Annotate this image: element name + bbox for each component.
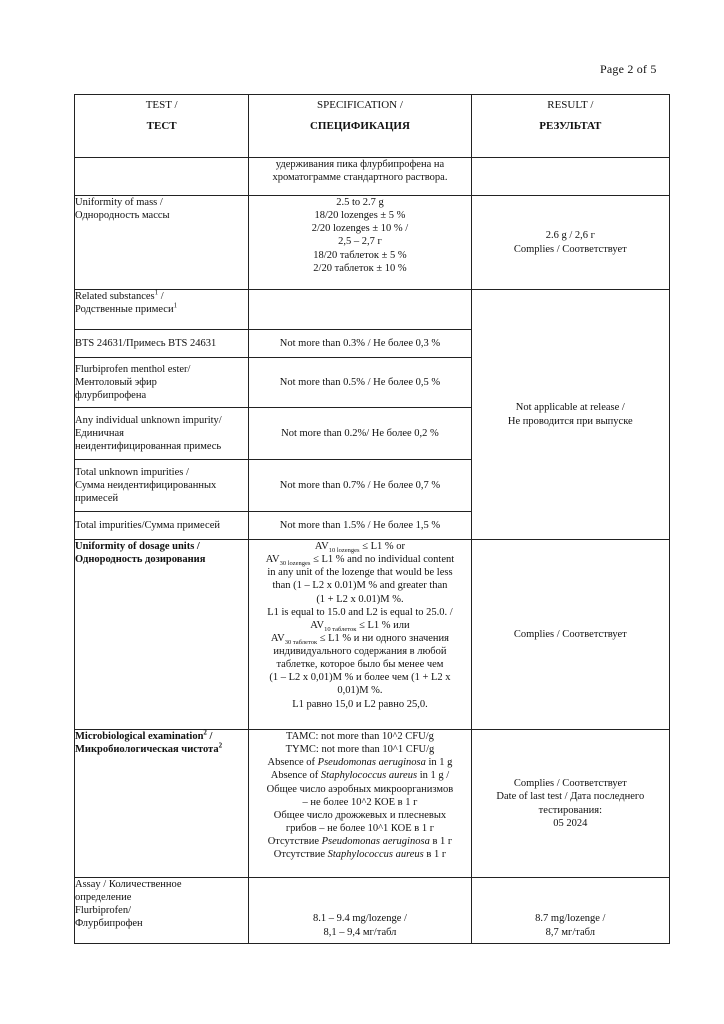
related-item-spec: Not more than 1.5% / Не более 1,5 % <box>249 512 471 540</box>
continuation-spec: удерживания пика флурбипрофена на хроматограмме стандартного раствора. <box>249 158 471 196</box>
mass-test: Uniformity of mass / Однородность массы <box>75 196 249 290</box>
mass-spec: 2.5 to 2.7 g 18/20 lozenges ± 5 % 2/20 lozenges ± 10 % / 2,5 – 2,7 г 18/20 таблеток ± 5 % 2/20 таблеток ± 10 % <box>249 196 471 290</box>
header-specification: SPECIFICATION / СПЕЦИФИКАЦИЯ <box>249 95 471 158</box>
dosage-test: Uniformity of dosage units / Однородность дозирования <box>75 540 249 730</box>
related-test: Related substances$^1$ / Родственные примеси$^1$ <box>75 290 249 330</box>
dosage-result: Complies / Соответствует <box>471 540 669 730</box>
related-item-test: Flurbiprofen menthol ester/ Ментоловый эфир флурбипрофена <box>75 358 249 408</box>
table-row-continuation <box>75 158 670 196</box>
micro-test: Microbiological examination$^2$ / Микробиологическая чистота$^2$ <box>75 730 249 878</box>
related-item-spec: Not more than 0.2%/ Не более 0,2 % <box>249 408 471 460</box>
page-number: Page 2 of 5 <box>600 62 657 76</box>
related-item-spec: Not more than 0.5% / Не более 0,5 % <box>249 358 471 408</box>
table-row-microbiological <box>75 730 670 878</box>
assay-test: Assay / Количественное определение Flurbiprofen/ Флурбипрофен <box>75 878 249 944</box>
dosage-spec: $AV_{10 lozenges} \le L1$ % or $AV_{30 lozenges} \le L1$ % and no individual content in any unit of the lozenge that would be less than (1 – L2 x 0.01)M % and greater than (1 + L2 x 0.01)M %. L1 is equal to 15.0 and L2 is equal to 25.0. / $AV_{10 таблеток} \le L1$ % или $AV_{30 таблеток} \le L1$ % и ни одного значения индивидуального содержания в любой таблетке, которое было бы менее чем (1 – L2 x 0,01)M % и более чем (1 + L2 x 0,01)M %. L1 равно 15,0 и L2 равно 25,0. <box>249 540 471 730</box>
related-item-test: Total unknown impurities / Сумма неидентифицированных примесей <box>75 460 249 512</box>
header-result: RESULT / РЕЗУЛЬТАТ <box>471 95 669 158</box>
related-item-spec: Not more than 0.7% / Не более 0,7 % <box>249 460 471 512</box>
header-test: TEST / ТЕСТ <box>75 95 249 158</box>
table-row-uniformity-of-dosage <box>75 540 670 730</box>
table-row-assay <box>75 878 670 944</box>
table-row-uniformity-of-mass <box>75 196 670 290</box>
micro-result: Complies / Соответствует Date of last test / Дата последнего тестирования: 05 2024 <box>471 730 669 878</box>
mass-result: 2.6 g / 2,6 г Complies / Соответствует <box>471 196 669 290</box>
related-item-test: Any individual unknown impurity/ Единичная неидентифицированная примесь <box>75 408 249 460</box>
table-row-related-substances <box>75 290 670 330</box>
table-header-row <box>75 95 670 158</box>
assay-result: 8.7 mg/lozenge / 8,7 мг/табл <box>471 878 669 944</box>
related-item-test: BTS 24631/Примесь BTS 24631 <box>75 330 249 358</box>
micro-spec: TAMC: not more than 10^2 CFU/g TYMC: not more than 10^1 CFU/g Absence of Pseudomonas aeruginosa in 1 g Absence of Staphylococcus aureus in 1 g / Общее число аэробных микроорганизмов – не более 10^2 КОЕ в 1 г Общее число дрожжевых и плесневых грибов – не более 10^1 КОЕ в 1 г Отсутствие Pseudomonas aeruginosa в 1 г Отсутствие Staphylococcus aureus в 1 г <box>249 730 471 878</box>
assay-spec: 8.1 – 9.4 mg/lozenge / 8,1 – 9,4 мг/табл <box>249 878 471 944</box>
specification-table <box>74 94 670 944</box>
related-item-test: Total impurities/Сумма примесей <box>75 512 249 540</box>
related-item-spec: Not more than 0.3% / Не более 0,3 % <box>249 330 471 358</box>
related-result: Not applicable at release / Не проводится при выпуске <box>471 290 669 540</box>
